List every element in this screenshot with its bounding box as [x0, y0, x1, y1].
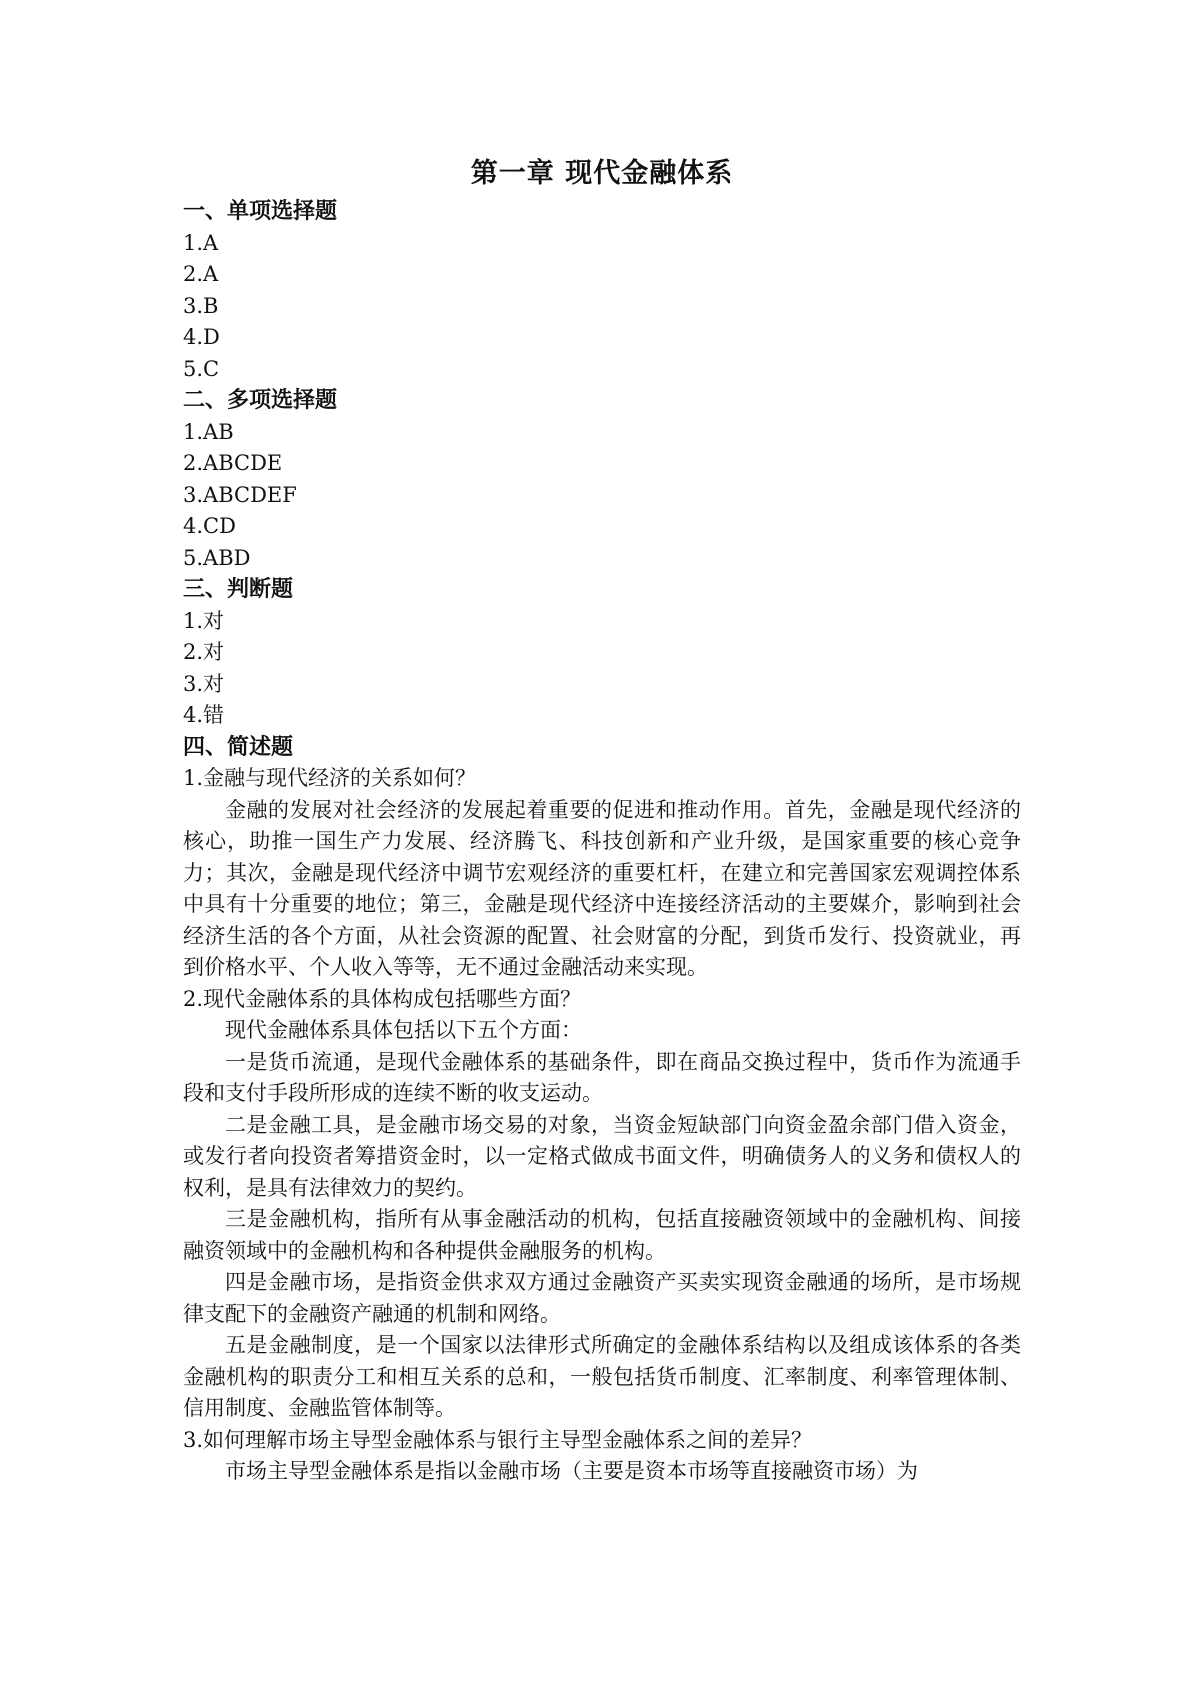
answer-paragraph: 市场主导型金融体系是指以金融市场（主要是资本市场等直接融资市场）为	[225, 1459, 918, 1483]
answer-line: 1.A	[183, 230, 219, 255]
answer-line: 2.A	[183, 262, 219, 286]
answer-line: 5.ABD	[183, 545, 251, 570]
answer-paragraph: 金融的发展对社会经济的发展起着重要的促进和推动作用。首先，金融是现代经济的核心，助推一国生产力发展、经济腾飞、科技创新和产业升级，是国家重要的核心竞争力；其次，金融是现代经济中调节宏观经济的重要杠杆，在建立和完善国家宏观调控体系中具有十分重要的地位；第三，金融是现代经济中连接经济活动的主要媒介，影响到社会经济生活的各个方面，从社会资源的配置、社会财富的分配，到货币发行、投资就业，再到价格水平、个人收入等等，无不通过金融活动来实现。	[183, 797, 1021, 979]
section-heading: 四、简述题	[183, 734, 294, 760]
section-short-answer	[183, 732, 1021, 1488]
answer-paragraph: 一是货币流通，是现代金融体系的基础条件，即在商品交换过程中，货币作为流通手段和支付手段所形成的连续不断的收支运动。	[183, 1049, 1021, 1105]
answer-line: 5.C	[183, 356, 220, 381]
section-single-choice	[183, 196, 1021, 385]
section-heading: 三、判断题	[183, 577, 294, 602]
answer-paragraph: 现代金融体系具体包括以下五个方面：	[225, 1018, 582, 1042]
answer-line: 1.对	[183, 608, 225, 633]
answer-line: 4.错	[183, 703, 225, 727]
section-multiple-choice	[183, 385, 1021, 574]
chapter-title: 第一章 现代金融体系	[470, 158, 734, 189]
answer-line: 4.D	[183, 325, 220, 349]
answer-paragraph: 二是金融工具，是金融市场交易的对象，当资金短缺部门向资金盈余部门借入资金，或发行者向投资者筹措资金时，以一定格式做成书面文件，明确债务人的义务和债权人的权利，是具有法律效力的契约。	[183, 1112, 1021, 1200]
answer-paragraph: 三是金融机构，指所有从事金融活动的机构，包括直接融资领域中的金融机构、间接融资领域中的金融机构和各种提供金融服务的机构。	[183, 1207, 1021, 1263]
question-text: 3.如何理解市场主导型金融体系与银行主导型金融体系之间的差异？	[183, 1427, 813, 1452]
answer-line: 2.ABCDE	[183, 451, 283, 475]
document-body	[183, 154, 1021, 1488]
answer-line: 1.AB	[183, 419, 234, 444]
answer-line: 3.ABCDEF	[183, 482, 297, 507]
answer-paragraph: 五是金融制度，是一个国家以法律形式所确定的金融体系结构以及组成该体系的各类金融机构的职责分工和相互关系的总和，一般包括货币制度、汇率制度、利率管理体制、信用制度、金融监管体制等。	[183, 1333, 1021, 1420]
answer-line: 2.对	[183, 640, 225, 664]
section-heading: 一、单项选择题	[183, 199, 338, 224]
answer-paragraph: 四是金融市场，是指资金供求双方通过金融资产买卖实现资金融通的场所，是市场规律支配下的金融资产融通的机制和网络。	[183, 1270, 1021, 1326]
question-text: 1.金融与现代经济的关系如何？	[183, 766, 477, 790]
section-heading: 二、多项选择题	[183, 388, 338, 413]
answer-line: 3.B	[183, 293, 219, 318]
question-text: 2.现代金融体系的具体构成包括哪些方面？	[183, 986, 582, 1011]
answer-line: 4.CD	[183, 514, 236, 538]
section-true-false	[183, 574, 1021, 732]
answer-line: 3.对	[183, 671, 225, 696]
